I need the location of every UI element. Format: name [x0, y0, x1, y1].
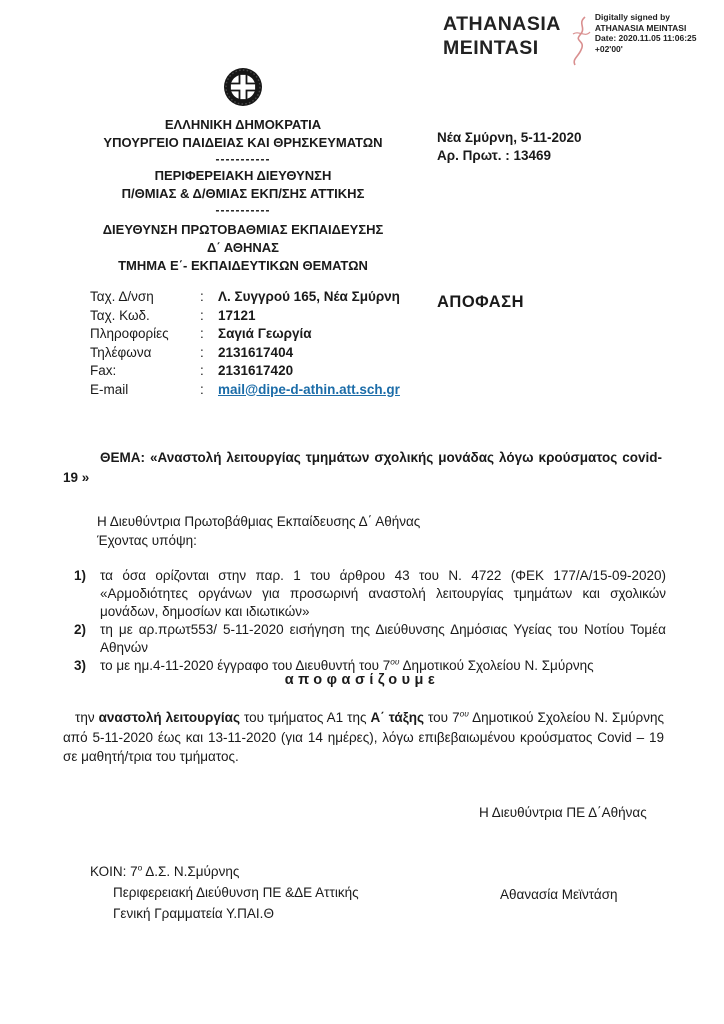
distribution-block	[90, 861, 359, 924]
signature-detail-line: Digitally signed by	[594, 12, 670, 22]
decision-heading: ΑΠΟΦΑΣΗ	[437, 293, 524, 311]
we-decide-heading: αποφασίζουμε	[284, 672, 440, 688]
letterhead-ministry: ΥΠΟΥΡΓΕΙΟ ΠΑΙΔΕΙΑΣ ΚΑΙ ΘΡΗΣΚΕΥΜΑΤΩΝ	[103, 135, 383, 150]
contact-value-postal-code: 17121	[218, 307, 256, 323]
digital-signature-stamp	[443, 12, 707, 68]
letterhead-regional-directorate: ΠΕΡΙΦΕΡΕΙΑΚΗ ΔΙΕΥΘΥΝΣΗ	[154, 168, 332, 183]
contact-label: Fax:	[90, 363, 117, 378]
place-and-date: Νέα Σμύρνη, 5-11-2020	[437, 130, 582, 145]
greek-coat-of-arms-icon	[222, 66, 264, 108]
signature-detail-line: +02'00'	[594, 43, 623, 54]
list-item-number: 2)	[74, 622, 87, 637]
distribution-line: Περιφερειακή Διεύθυνση ΠΕ &ΔΕ Αττικής	[113, 885, 359, 900]
letterhead-regional-directorate2: Π/ΘΜΙΑΣ & Δ/ΘΜΙΑΣ ΕΚΠ/ΣΗΣ ΑΤΤΙΚΗΣ	[121, 186, 365, 201]
contact-label: E-mail	[90, 381, 129, 397]
preamble-director-line: Η Διευθύντρια Πρωτοβάθμιας Εκπαίδευσης Δ΄ Αθήνας	[97, 514, 421, 529]
letterhead-republic: ΕΛΛΗΝΙΚΗ ΔΗΜΟΚΡΑΤΙΑ	[164, 117, 322, 132]
list-item	[74, 621, 666, 657]
contact-separator: :	[200, 307, 204, 323]
contact-value-phone: 2131617404	[218, 344, 294, 360]
list-item-number: 1)	[74, 568, 87, 583]
signature-detail-line: Date: 2020.11.05 11:06:25	[594, 33, 697, 43]
contact-row-phone	[90, 344, 400, 363]
list-item-text: το με ημ.4-11-2020 έγγραφο του Διευθυντή του $7^{o\upsilon}$ Δημοτικού Σχολείου Ν. Σμύρνης	[100, 656, 594, 673]
distribution-label: ΚΟΙΝ: $7^o$ Δ.Σ. Ν.Σμύρνης	[90, 862, 240, 879]
contact-row-fax	[90, 362, 400, 381]
email-link[interactable]: mail@dipe-d-athin.att.sch.gr	[218, 381, 400, 397]
dateline	[437, 129, 582, 165]
considerations-list	[74, 567, 666, 675]
preamble-having-regard: Έχοντας υπόψη:	[97, 532, 197, 548]
signer-name-large	[443, 12, 561, 60]
contact-block	[90, 288, 400, 399]
preamble	[97, 513, 420, 550]
contact-value-fax: 2131617420	[218, 363, 294, 378]
contact-row-postal-code	[90, 307, 400, 326]
signer-name-line1: ATHANASIA	[443, 13, 561, 35]
letterhead-d-athens: Δ΄ ΑΘΗΝΑΣ	[207, 240, 279, 255]
contact-label: Τηλέφωνα	[90, 344, 152, 360]
list-item	[74, 567, 666, 621]
contact-value-address: Λ. Συγγρού 165, Νέα Σμύρνη	[218, 289, 400, 304]
contact-value-information: Σαγιά Γεωργία	[218, 326, 312, 341]
list-item-text: τη με αρ.πρωτ553/ 5-11-2020 εισήγηση της Διεύθυνσης Δημόσιας Υγείας του Νοτίου Τομέα Αθηνών	[100, 622, 666, 655]
letterhead-primary-education: ΔΙΕΥΘΥΝΣΗ ΠΡΩΤΟΒΑΘΜΙΑΣ ΕΚΠΑΙΔΕΥΣΗΣ	[102, 222, 384, 237]
protocol-number: Αρ. Πρωτ. : 13469	[437, 148, 552, 163]
list-item-number: 3)	[74, 658, 87, 673]
contact-label: Πληροφορίες	[90, 326, 169, 341]
letterhead-department: ΤΜΗΜΑ Ε΄- ΕΚΠΑΙΔΕΥΤΙΚΩΝ ΘΕΜΑΤΩΝ	[118, 258, 368, 273]
contact-label: Ταχ. Κωδ.	[90, 307, 150, 323]
contact-label: Ταχ. Δ/νση	[90, 289, 154, 304]
letterhead	[75, 66, 411, 275]
subject-line: ΘΕΜΑ: «Αναστολή λειτουργίας τμημάτων σχολικής μονάδας λόγω κρούσματος covid-19 »	[63, 450, 662, 485]
signature-detail-line: ATHANASIA MEINTASI	[594, 22, 687, 33]
signer-name-line2: MEINTASI	[443, 37, 539, 59]
letterhead-divider: -----------	[215, 203, 271, 217]
contact-separator: :	[200, 363, 204, 378]
signature-details	[595, 12, 707, 54]
list-item-text: τα όσα ορίζονται στην παρ. 1 του άρθρου 43 του Ν. 4722 (ΦΕΚ 177/Α/15-09-2020) «Αρμοδιότητες οργάνων για προσωρινή αναστολή λειτουργίας τμημάτων και σχολικών μονάδων, δημοσίων και ιδιωτικών»	[100, 568, 666, 619]
signature-flourish-icon	[569, 14, 593, 68]
contact-row-email	[90, 381, 400, 400]
decision-paragraph: την αναστολή λειτουργίας του τμήματος Α1 της Α΄ τάξης του $7^{o\upsilon}$ Δημοτικού Σχολείου Ν. Σμύρνης από 5-11-2020 έως και 13-11-2020 (για 14 ημέρες), λόγω επιβεβαιωμένου κρούσματος Covid – 19 σε μαθητή/τρια του τμήματος.	[63, 708, 664, 764]
contact-separator: :	[200, 326, 204, 341]
signatory-title: Η Διευθύντρια ΠΕ Δ΄Αθήνας	[479, 805, 647, 820]
signatory-name: Αθανασία Μεϊντάση	[500, 887, 618, 902]
distribution-line: Γενική Γραμματεία Υ.ΠΑΙ.Θ	[113, 906, 274, 921]
letterhead-divider: -----------	[215, 152, 271, 166]
contact-separator: :	[200, 289, 204, 304]
contact-row-address	[90, 288, 400, 307]
contact-separator: :	[200, 381, 204, 397]
contact-row-information	[90, 325, 400, 344]
contact-separator: :	[200, 344, 204, 360]
